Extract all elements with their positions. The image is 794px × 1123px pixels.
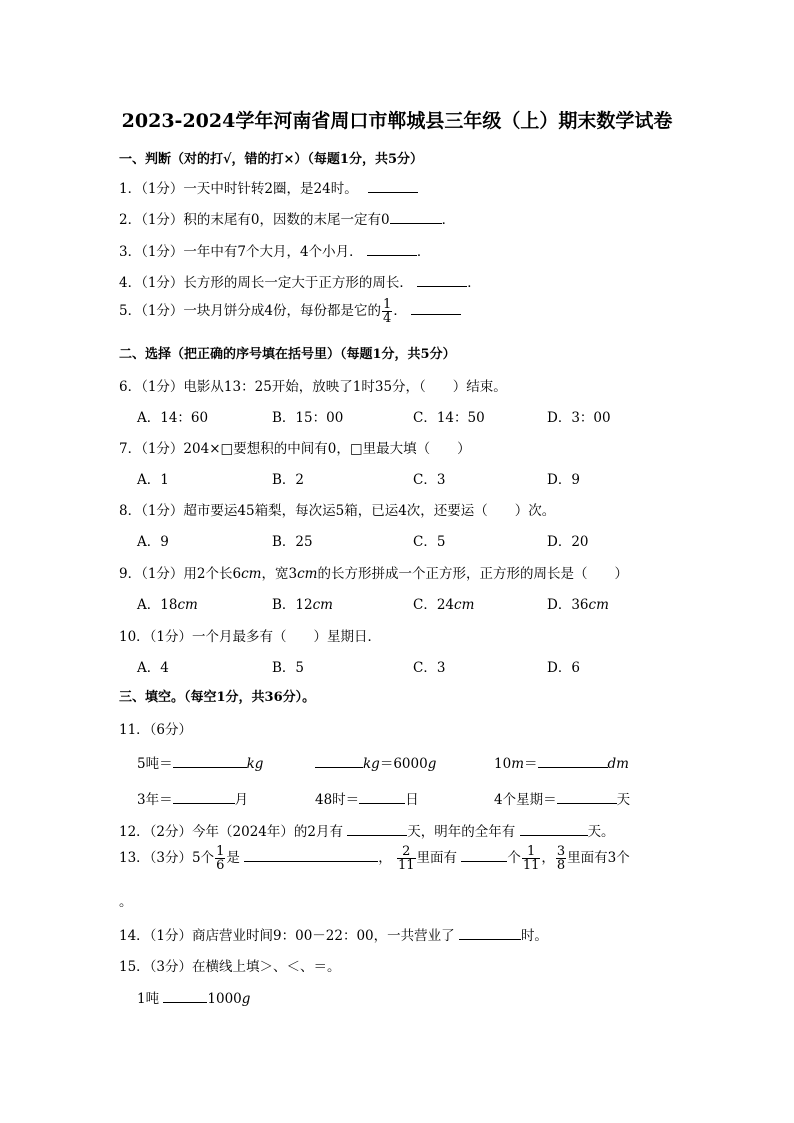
unit-cm: cm	[241, 566, 262, 582]
fraction: $\frac{1}{6}$	[216, 844, 225, 873]
answer-blank[interactable]	[390, 209, 442, 224]
q11-item-4	[137, 788, 248, 808]
question-15: 15．（3分）在横线上填＞、＜、＝。	[119, 959, 341, 975]
question-12-text-b: 天，明年的全年有	[407, 824, 516, 840]
option-b[interactable]: B．5	[272, 660, 305, 676]
option-a[interactable]: A．9	[137, 534, 169, 550]
option-d-label: D．36	[547, 597, 589, 613]
fraction: $\frac{2}{11}$	[397, 844, 415, 873]
q11-item-6	[494, 788, 630, 808]
question-3-end: ．	[416, 244, 431, 260]
item-text: 48时＝	[315, 792, 360, 808]
option-b[interactable]: B．25	[272, 534, 313, 550]
question-13-text: ，	[378, 850, 392, 866]
unit-dm: dm	[607, 756, 629, 772]
option-a[interactable]	[137, 593, 198, 613]
question-2	[119, 208, 455, 228]
section-heading-fill: 三、填空。（每空1分，共36分）。	[119, 690, 316, 705]
item-text: 1000	[207, 991, 242, 1007]
option-d[interactable]: D．6	[547, 660, 580, 676]
answer-blank[interactable]	[461, 847, 507, 862]
question-1	[119, 177, 418, 197]
option-d[interactable]: D．3：00	[547, 410, 611, 426]
option-c[interactable]: C．3	[413, 660, 446, 676]
question-13-text: ，	[541, 850, 555, 866]
question-9-text-b: ，宽3	[261, 566, 298, 582]
option-a[interactable]: A．14：60	[137, 410, 209, 426]
unit-m: m	[511, 756, 524, 772]
question-3	[119, 240, 430, 260]
unit-cm: cm	[297, 566, 318, 582]
question-1-text: 1．（1分）一天中时针转2圈，是24时。	[119, 181, 358, 197]
question-4-text: 4．（1分）长方形的周长一定大于正方形的周长．	[119, 275, 413, 291]
question-12-text-a: 12．（2分）今年（2024年）的2月有	[119, 824, 343, 840]
answer-blank[interactable]	[173, 753, 247, 768]
question-13-text: 是	[226, 850, 240, 866]
question-5-text: 5．（1分）一块月饼分成4份，每份都是它的	[119, 303, 382, 319]
question-4-end: ．	[467, 275, 481, 291]
option-b[interactable]	[272, 593, 333, 613]
unit-g: g	[241, 991, 251, 1007]
item-text: 10	[494, 756, 512, 772]
option-c[interactable]: C．5	[413, 534, 446, 550]
question-14-text-b: 时。	[520, 928, 548, 944]
item-text: ＝6000	[379, 756, 428, 772]
question-13-continuation: 。	[119, 894, 133, 910]
option-a[interactable]: A．4	[137, 660, 169, 676]
question-14-text-a: 14．（1分）商店营业时间9：00－22：00，一共营业了	[119, 928, 455, 944]
answer-blank[interactable]	[163, 988, 207, 1003]
q11-item-3	[494, 752, 629, 772]
option-c[interactable]: C．14：50	[413, 410, 485, 426]
option-b[interactable]: B．15：00	[272, 410, 344, 426]
question-13-text: 里面有3个	[567, 850, 630, 866]
answer-blank[interactable]	[417, 272, 467, 287]
section-heading-judgement: 一、判断（对的打√，错的打×）（每题1分，共5分）	[119, 152, 424, 167]
item-text: 月	[234, 792, 249, 808]
q11-item-5	[315, 788, 419, 808]
unit-g: g	[427, 756, 437, 772]
fraction: $\frac{1}{4}$	[383, 297, 392, 326]
answer-blank[interactable]	[368, 178, 418, 193]
item-text: 3年＝	[137, 792, 173, 808]
answer-blank[interactable]	[520, 821, 588, 836]
question-2-end: ．	[441, 212, 456, 228]
question-13	[119, 845, 630, 872]
question-10: 10．（1分）一个月最多有（ ）星期日．	[119, 629, 382, 645]
page-title: 2023-2024学年河南省周口市郸城县三年级（上）期末数学试卷	[121, 110, 673, 132]
unit-cm: cm	[177, 597, 198, 613]
answer-blank[interactable]	[315, 753, 363, 768]
question-9	[119, 562, 628, 582]
option-a-label: A．18	[137, 597, 178, 613]
item-text: 日	[405, 792, 419, 808]
unit-cm: cm	[312, 597, 333, 613]
q11-item-2	[315, 752, 436, 772]
answer-blank[interactable]	[411, 300, 461, 315]
answer-blank[interactable]	[538, 753, 608, 768]
item-text: ＝	[524, 756, 538, 772]
option-d[interactable]	[547, 593, 609, 613]
option-c[interactable]: C．3	[413, 472, 446, 488]
item-text: 天	[616, 792, 631, 808]
fraction: $\frac{3}{8}$	[556, 844, 566, 873]
option-c-label: C．24	[413, 597, 455, 613]
unit-cm: cm	[588, 597, 609, 613]
question-5	[119, 298, 461, 325]
question-9-text-c: 的长方形拼成一个正方形，正方形的周长是（ ）	[317, 566, 628, 582]
item-text: 5吨＝	[137, 756, 173, 772]
question-12	[119, 820, 615, 840]
question-2-text: 2．（1分）积的末尾有0，因数的末尾一定有0	[119, 212, 390, 228]
question-12-text-c: 天。	[587, 824, 615, 840]
option-b[interactable]: B．2	[272, 472, 305, 488]
section-heading-choice: 二、选择（把正确的序号填在括号里）（每题1分，共5分）	[119, 347, 456, 362]
question-6: 6．（1分）电影从13：25开始，放映了1时35分，（ ）结束。	[119, 379, 507, 395]
option-d[interactable]: D．20	[547, 534, 589, 550]
question-11: 11．（6分）	[119, 722, 193, 738]
question-13-text: 里面有	[416, 850, 458, 866]
question-5-end: ．	[393, 303, 407, 319]
question-13-text: 13．（3分）5个	[119, 850, 215, 866]
answer-blank[interactable]	[557, 789, 617, 804]
option-d[interactable]: D．9	[547, 472, 580, 488]
option-c[interactable]	[413, 593, 474, 613]
question-8: 8．（1分）超市要运45箱梨，每次运5箱，已运4次，还要运（ ）次。	[119, 503, 556, 519]
answer-blank[interactable]	[173, 789, 235, 804]
question-7: 7．（1分）204×□要想积的中间有0，□里最大填（ ）	[119, 441, 471, 457]
option-b-label: B．12	[272, 597, 313, 613]
q11-item-1	[137, 752, 263, 772]
unit-kg: kg	[246, 756, 264, 772]
option-a[interactable]: A．1	[137, 472, 169, 488]
answer-blank[interactable]	[367, 241, 417, 256]
question-14	[119, 924, 548, 944]
question-9-text-a: 9．（1分）用2个长6	[119, 566, 242, 582]
item-text: 1吨	[137, 991, 160, 1007]
unit-kg: kg	[363, 756, 380, 772]
unit-cm: cm	[454, 597, 475, 613]
answer-blank[interactable]	[244, 847, 378, 862]
answer-blank[interactable]	[459, 925, 521, 940]
question-13-text: 个	[507, 850, 521, 866]
question-4	[119, 271, 481, 291]
question-3-text: 3．（1分）一年中有7个大月，4个小月．	[119, 244, 363, 260]
q15-item-1	[137, 987, 250, 1007]
item-text: 4个星期＝	[494, 792, 557, 808]
fraction: $\frac{1}{11}$	[522, 844, 540, 873]
answer-blank[interactable]	[347, 821, 407, 836]
answer-blank[interactable]	[359, 789, 405, 804]
